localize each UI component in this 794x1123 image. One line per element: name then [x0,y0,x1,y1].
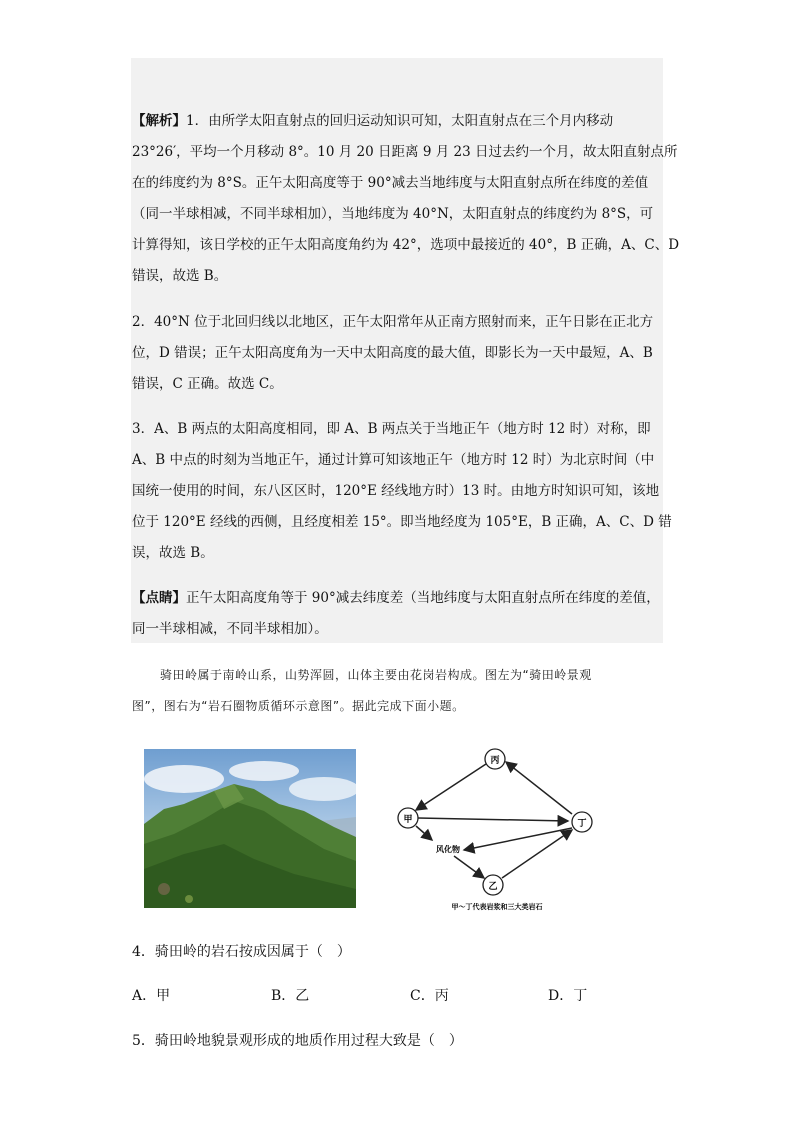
option-c[interactable]: C．丙 [410,988,449,1004]
analysis-line: 计算得知，该日学校的正午太阳高度角约为 42°，选项中最接近的 40°，B 正确，A、C、D [132,237,680,253]
node-yi: 乙 [488,882,498,892]
analysis-line: 错误，C 正确。故选 C。 [132,376,283,392]
analysis-line: 国统一使用的时间，东八区区时，120°E 经线地方时）13 时。由地方时知识可知，该地 [132,483,660,499]
tip-label: 【点睛】 [132,590,186,606]
analysis-line: （同一半球相减，不同半球相加），当地纬度为 40°N，太阳直射点的纬度约为 8°S，可 [132,206,654,222]
option-b[interactable]: B．乙 [271,988,310,1004]
arrow-ding-to-weathered [464,828,572,850]
analysis-line: 23°26′，平均一个月移动 8°。10 月 20 日距离 9 月 23 日过去约一个月，故太阳直射点所 [132,144,678,160]
arrow-jia-to-weathered [416,826,432,840]
analysis-line: 位，D 错误；正午太阳高度角为一天中太阳高度的最大值，即影长为一天中最短，A、B [132,345,653,361]
analysis-line: A、B 中点的时刻为当地正午，通过计算可知该地正午（地方时 12 时）为北京时间（中 [132,452,655,468]
analysis-line: 错误，故选 B。 [132,268,228,284]
analysis-line: 位于 120°E 经线的西侧，且经度相差 15°。即当地经度为 105°E，B 正确，A、C、D 错 [132,514,672,530]
arrow-bing-to-jia [416,764,486,810]
analysis-line: 在的纬度约为 8°S。正午太阳高度等于 90°减去当地纬度与太阳直射点所在纬度的差值 [132,175,649,191]
option-d[interactable]: D．丁 [548,988,588,1004]
question-4-stem: 4．骑田岭的岩石按成因属于（ ） [132,944,351,960]
node-weathered: 风化物 [436,845,460,854]
node-bing: 丙 [490,756,500,766]
arrow-ding-to-bing [506,762,572,814]
landscape-photo [144,749,356,908]
analysis-line: 【解析】1．由所学太阳直射点的回归运动知识可知，太阳直射点在三个月内移动 [132,113,614,129]
question-intro: 图”，图右为“岩石圈物质循环示意图”。据此完成下面小题。 [132,699,465,713]
tip-line: 同一半球相减，不同半球相加）。 [132,621,328,637]
analysis-line: 3．A、B 两点的太阳高度相同，即 A、B 两点关于当地正午（地方时 12 时）对称，即 [132,421,651,437]
question-intro: 骑田岭属于南岭山系，山势浑圆，山体主要由花岗岩构成。图左为“骑田岭景观 [160,668,592,682]
option-a[interactable]: A．甲 [132,988,171,1004]
analysis-line: 误，故选 B。 [132,545,214,561]
analysis-label: 【解析】 [132,113,186,129]
node-ding: 丁 [577,819,587,829]
node-jia: 甲 [403,815,413,825]
analysis-line: 2．40°N 位于北回归线以北地区，正午太阳常年从正南方照射而来，正午日影在正北方 [132,314,654,330]
question-5-stem: 5．骑田岭地貌景观形成的地质作用过程大致是（ ） [132,1033,463,1049]
arrow-yi-to-ding [502,830,572,878]
diagram-caption: 甲～丁代表岩浆和三大类岩石 [451,903,543,911]
rock-cycle-diagram [392,744,602,914]
arrow-weathered-to-yi [454,856,484,878]
tip-line: 【点睛】正午太阳高度角等于 90°减去纬度差（当地纬度与太阳直射点所在纬度的差值， [132,590,660,606]
arrow-jia-to-ding [418,818,568,821]
